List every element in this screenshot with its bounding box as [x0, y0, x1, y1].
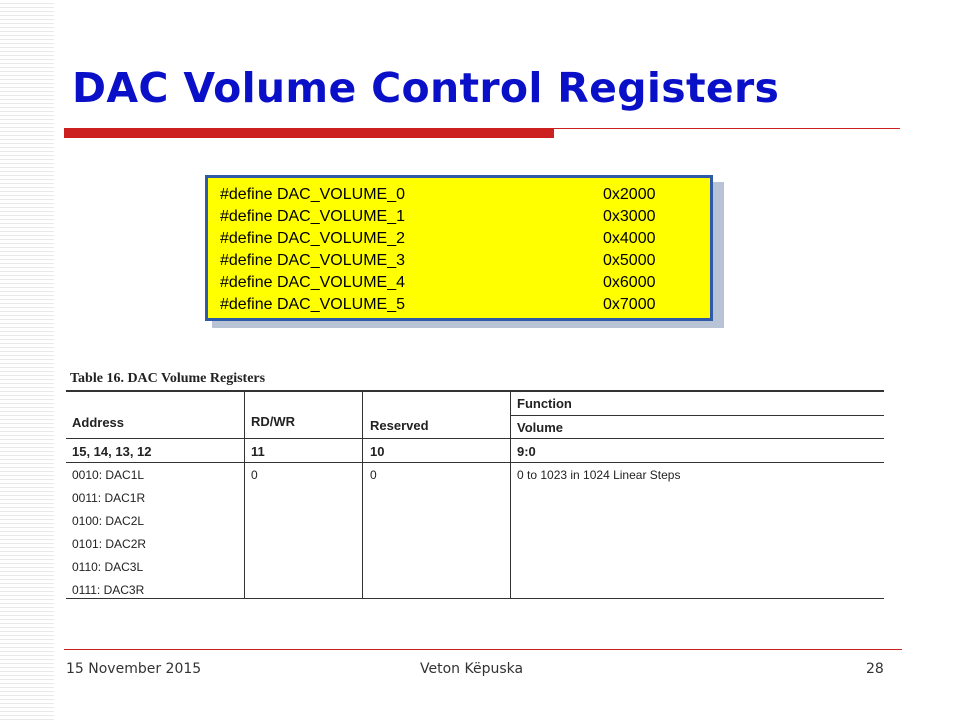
header-address: Address [72, 415, 125, 430]
define-value: 0x6000 [603, 274, 656, 291]
register-table [66, 365, 896, 615]
footer-date: 15 November 2015 [66, 661, 202, 677]
code-line [220, 228, 710, 250]
bits-address: 15, 14, 13, 12 [72, 444, 152, 459]
define-name: #define DAC_VOLUME_0 [220, 186, 405, 203]
define-name: #define DAC_VOLUME_1 [220, 208, 405, 225]
bits-rule [66, 462, 884, 463]
table-top-rule [66, 390, 884, 392]
address-cell: 0101: DAC2R [72, 537, 147, 551]
title-underline-rule [554, 128, 900, 129]
address-cell: 0011: DAC1R [72, 491, 146, 505]
define-value: 0x2000 [603, 186, 656, 203]
bits-rdwr: 11 [251, 444, 265, 459]
column-divider [510, 391, 511, 599]
slide-number: 28 [866, 661, 884, 677]
address-cell: 0100: DAC2L [72, 514, 145, 528]
code-line [220, 206, 710, 228]
define-value: 0x5000 [603, 252, 656, 269]
header-reserved: Reserved [370, 418, 429, 433]
address-cell: 0010: DAC1L [72, 468, 145, 482]
header-volume: Volume [517, 420, 563, 435]
address-cell: 0111: DAC3R [72, 583, 145, 597]
header-rule [66, 438, 884, 439]
define-value: 0x4000 [603, 230, 656, 247]
rdwr-cell: 0 [251, 468, 258, 482]
column-divider [244, 391, 245, 599]
code-line [220, 294, 710, 316]
define-name: #define DAC_VOLUME_5 [220, 296, 405, 313]
footer-rule [64, 649, 902, 650]
table-caption: Table 16. DAC Volume Registers [70, 371, 266, 386]
bits-reserved: 10 [370, 444, 385, 459]
reserved-cell: 0 [370, 468, 377, 482]
table-bottom-rule [66, 598, 884, 599]
bits-volume: 9:0 [517, 444, 536, 459]
volume-cell: 0 to 1023 in 1024 Linear Steps [517, 468, 681, 482]
code-line [220, 184, 710, 206]
define-value: 0x7000 [603, 296, 656, 313]
header-rdwr: RD/WR [251, 414, 296, 429]
address-cell: 0110: DAC3L [72, 560, 144, 574]
define-name: #define DAC_VOLUME_4 [220, 274, 405, 291]
define-value: 0x3000 [603, 208, 656, 225]
code-line [220, 272, 710, 294]
title-underline-bar [64, 128, 554, 138]
code-line [220, 250, 710, 272]
footer-author: Veton Këpuska [420, 661, 524, 677]
define-name: #define DAC_VOLUME_3 [220, 252, 405, 269]
column-divider [362, 391, 363, 599]
define-name: #define DAC_VOLUME_2 [220, 230, 405, 247]
slide-title: DAC Volume Control Registers [72, 64, 780, 112]
header-function: Function [517, 396, 572, 411]
code-box [205, 175, 713, 321]
function-rule [510, 415, 884, 416]
